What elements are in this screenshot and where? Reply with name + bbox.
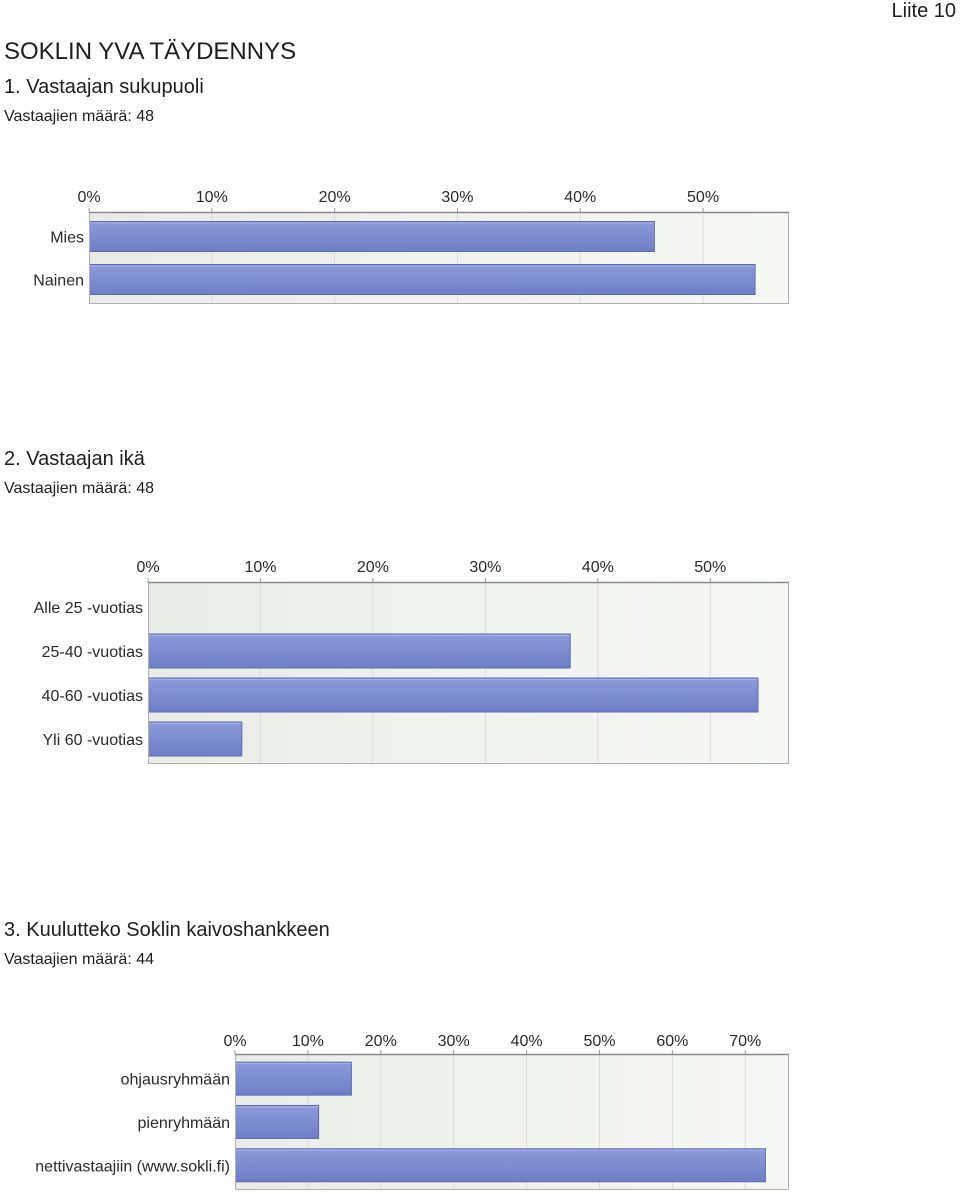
category-label: Alle 25 -vuotias: [33, 600, 143, 617]
bar: [149, 678, 759, 712]
document-title: SOKLIN YVA TÄYDENNYS: [4, 38, 297, 65]
x-tick-label: 50%: [583, 1033, 616, 1050]
x-tick-label: 20%: [364, 1033, 397, 1050]
question-1-respondents: Vastaajien määrä: 48: [4, 108, 155, 125]
x-tick-label: 70%: [729, 1033, 762, 1050]
x-tick-label: 30%: [469, 559, 502, 576]
question-1-title: 1. Vastaajan sukupuoli: [4, 76, 204, 98]
bar: [149, 634, 571, 668]
x-tick-label: 20%: [318, 189, 351, 206]
question-2-title: 2. Vastaajan ikä: [4, 448, 145, 470]
category-label: 25-40 -vuotias: [41, 644, 143, 661]
category-label: nettivastaajiin (www.sokli.fi): [35, 1158, 230, 1176]
category-label: pienryhmään: [137, 1114, 230, 1132]
question-3-title: 3. Kuulutteko Soklin kaivoshankkeen: [4, 919, 330, 941]
category-label: Nainen: [33, 272, 84, 290]
bar: [90, 265, 756, 295]
bar: [236, 1149, 766, 1182]
question-1-bar-chart: [0, 180, 800, 310]
x-tick-label: 0%: [136, 559, 160, 576]
category-label: Mies: [50, 229, 84, 247]
question-3-bar-chart: [0, 1022, 800, 1194]
category-label: ohjausryhmään: [120, 1071, 230, 1089]
x-tick-label: 0%: [223, 1033, 247, 1050]
question-2-bar-chart: [0, 550, 800, 780]
x-tick-label: 20%: [356, 559, 389, 576]
x-tick-label: 50%: [687, 189, 720, 206]
question-3-respondents: Vastaajien määrä: 44: [4, 951, 155, 968]
category-label: Yli 60 -vuotias: [42, 732, 143, 749]
x-tick-label: 60%: [656, 1033, 689, 1050]
bar: [90, 222, 655, 252]
bar: [236, 1105, 319, 1138]
x-tick-label: 30%: [437, 1033, 470, 1050]
bar: [149, 722, 242, 756]
x-tick-label: 40%: [510, 1033, 543, 1050]
attachment-label: Liite 10: [891, 0, 956, 22]
x-tick-label: 50%: [694, 559, 727, 576]
question-2-respondents: Vastaajien määrä: 48: [4, 480, 155, 497]
x-tick-label: 10%: [244, 559, 277, 576]
x-tick-label: 30%: [441, 189, 474, 206]
x-tick-label: 40%: [581, 559, 614, 576]
x-tick-label: 0%: [77, 189, 101, 206]
plot-area: [148, 582, 789, 764]
bar: [236, 1062, 352, 1095]
x-tick-label: 40%: [564, 189, 597, 206]
category-label: 40-60 -vuotias: [41, 688, 143, 705]
x-tick-label: 10%: [291, 1033, 324, 1050]
x-tick-label: 10%: [195, 189, 228, 206]
